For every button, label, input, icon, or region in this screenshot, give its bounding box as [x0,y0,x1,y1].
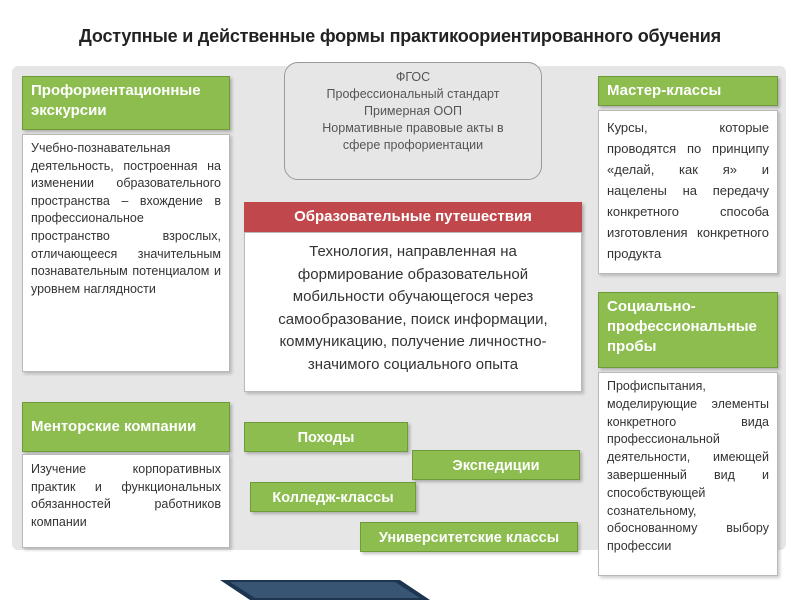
standard-item: Примерная ООП [364,104,462,118]
trials-title-line: пробы [607,338,657,355]
master-classes-header: Мастер-классы [598,76,778,106]
excursions-title-line: экскурсии [31,102,107,119]
journeys-text-line: формирование образовательной [297,265,529,283]
journeys-text-line: самообразование, поиск информации, [278,310,548,328]
professional-trials-header [598,292,778,368]
slide-title: Доступные и действенные формы практикоориентированного обучения [79,26,721,46]
mentor-companies-description: Изучение корпоративных практик и функциональных обязанностей работников компании [22,454,230,548]
excursions-header [22,76,230,130]
standard-item: ФГОС [395,70,431,84]
university-classes-pill: Университетские классы [360,522,578,552]
trials-title-line: профессиональные [607,318,757,335]
journeys-text-line: коммуникацию, получение личностно- [279,333,547,350]
expeditions-pill: Экспедиции [412,450,580,480]
journeys-text-line: мобильности обучающегося через [292,288,534,305]
journeys-text-line: значимого социального опыта [307,355,519,373]
hikes-pill: Походы [244,422,408,452]
mentor-companies-header: Менторские компании [22,402,230,452]
excursions-title-line: Профориентационные [31,82,201,99]
journeys-text-line: Технология, направленная на [309,243,517,260]
standard-item: Профессиональный стандарт [326,87,500,101]
excursions-description: Учебно-познавательная деятельность, построенная на изменении образовательного пространства – вхождение в профессиональное пространство взрослых, отличающееся значительным познавательным потенциалом и уровнем наглядности [22,134,230,372]
educational-journeys-header: Образовательные путешествия [244,202,582,232]
professional-trials-description: Профиспытания, моделирующие элементы конкретного вида профессиональной деятельности, имеющей завершенный вид и способствующей сознательному, обоснованному выбору профессии [598,372,778,576]
college-classes-pill: Колледж-классы [250,482,416,512]
standards-box [284,62,542,180]
educational-journeys-description [244,232,582,392]
standard-item: Нормативные правовые акты в [322,121,504,135]
decorative-stripe [0,572,800,600]
master-classes-description: Курсы, которые проводятся по принципу «делай, как я» и нацелены на передачу конкретного способа изготовления конкретного продукта [598,110,778,274]
standard-item: сфере профориентации [342,138,484,152]
stripe-light [230,582,420,598]
trials-title-line: Социально- [607,298,696,315]
